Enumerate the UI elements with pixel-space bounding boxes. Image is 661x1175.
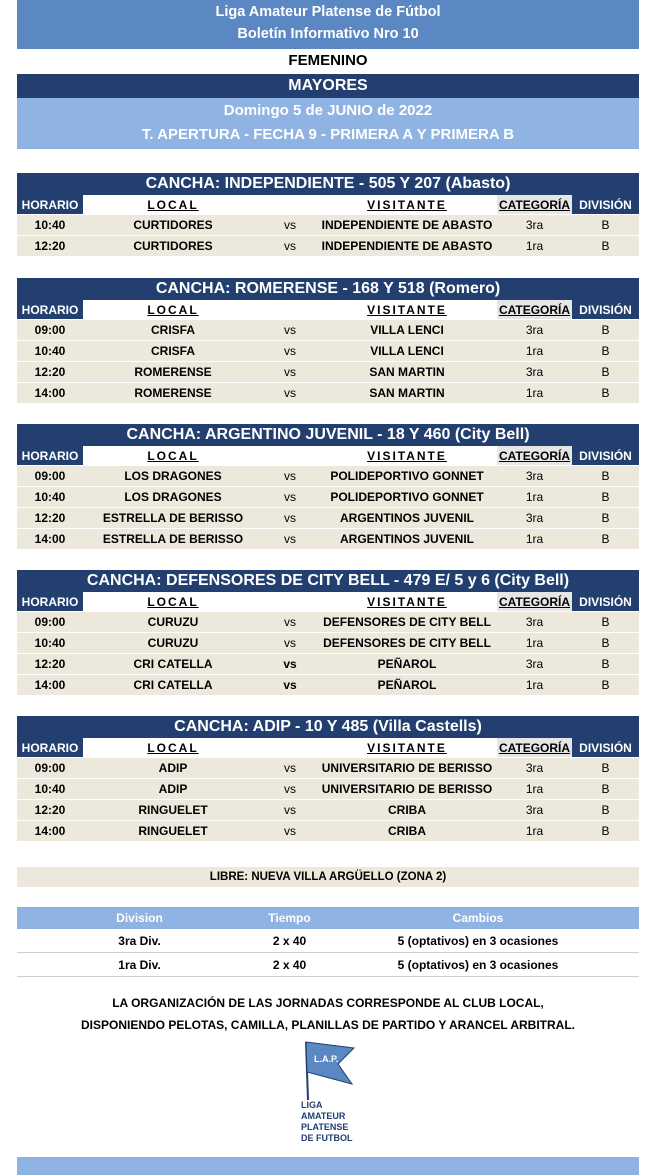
- visiting-team: VILLA LENCI: [317, 320, 497, 341]
- note-line-1: LA ORGANIZACIÓN DE LAS JORNADAS CORRESPONDE AL CLUB LOCAL,: [112, 996, 544, 1010]
- local-team: ADIP: [83, 779, 263, 800]
- match-division: B: [572, 487, 639, 508]
- match-row: [17, 383, 639, 404]
- rules-table: [17, 907, 639, 977]
- versus: vs: [263, 633, 317, 654]
- match-category: 3ra: [497, 215, 572, 236]
- section-title: FEMENINO: [288, 52, 368, 69]
- match-time: 14:00: [17, 529, 83, 550]
- visiting-team: DEFENSORES DE CITY BELL: [317, 612, 497, 633]
- col-visitante: VISITANTE: [317, 195, 497, 215]
- col-local: LOCAL: [83, 446, 263, 466]
- category-title: MAYORES: [17, 74, 639, 98]
- free-team-notice: LIBRE: NUEVA VILLA ARGÜELLO (ZONA 2): [17, 867, 639, 887]
- match-category: 1ra: [497, 236, 572, 257]
- rules-row: [17, 953, 639, 977]
- versus: vs: [263, 487, 317, 508]
- match-time: 14:00: [17, 383, 83, 404]
- col-division: DIVISIÓN: [572, 195, 639, 215]
- league-title-band: [17, 0, 639, 49]
- match-division: B: [572, 675, 639, 696]
- match-division: B: [572, 320, 639, 341]
- local-team: RINGUELET: [83, 821, 263, 842]
- match-category: 1ra: [497, 779, 572, 800]
- versus: vs: [263, 215, 317, 236]
- match-time: 09:00: [17, 612, 83, 633]
- local-team: ROMERENSE: [83, 383, 263, 404]
- rules-time: 2 x 40: [262, 953, 317, 977]
- local-team: ADIP: [83, 758, 263, 779]
- visiting-team: ARGENTINOS JUVENIL: [317, 508, 497, 529]
- local-team: CRISFA: [83, 320, 263, 341]
- logo-line: AMATEUR: [301, 1111, 346, 1121]
- col-horario: HORARIO: [17, 446, 83, 466]
- match-row: [17, 341, 639, 362]
- match-row: [17, 236, 639, 257]
- col-division: DIVISIÓN: [572, 300, 639, 320]
- match-category: 3ra: [497, 800, 572, 821]
- local-team: CURUZU: [83, 633, 263, 654]
- match-division: B: [572, 236, 639, 257]
- match-category: 1ra: [497, 821, 572, 842]
- versus: vs: [263, 508, 317, 529]
- col-visitante: VISITANTE: [317, 592, 497, 612]
- match-time: 10:40: [17, 341, 83, 362]
- match-row: [17, 320, 639, 341]
- versus: vs: [263, 821, 317, 842]
- visiting-team: UNIVERSITARIO DE BERISSO: [317, 779, 497, 800]
- col-division: DIVISIÓN: [572, 446, 639, 466]
- match-category: 3ra: [497, 320, 572, 341]
- match-category: 3ra: [497, 362, 572, 383]
- local-team: RINGUELET: [83, 800, 263, 821]
- venue-block: [17, 716, 639, 841]
- versus: vs: [263, 362, 317, 383]
- col-horario: HORARIO: [17, 738, 83, 758]
- organization-note: [17, 992, 639, 1036]
- visiting-team: CRIBA: [317, 821, 497, 842]
- versus: vs: [263, 383, 317, 404]
- match-category: 1ra: [497, 675, 572, 696]
- match-division: B: [572, 466, 639, 487]
- col-categoria: CATEGORÍA: [497, 300, 572, 320]
- match-division: B: [572, 362, 639, 383]
- venue-block: [17, 278, 639, 403]
- match-time: 12:20: [17, 236, 83, 257]
- match-category: 3ra: [497, 466, 572, 487]
- match-division: B: [572, 758, 639, 779]
- local-team: ESTRELLA DE BERISSO: [83, 508, 263, 529]
- venue-block: [17, 570, 639, 695]
- logo-line: PLATENSE: [301, 1122, 349, 1132]
- visiting-team: POLIDEPORTIVO GONNET: [317, 487, 497, 508]
- local-team: CRI CATELLA: [83, 675, 263, 696]
- match-category: 1ra: [497, 383, 572, 404]
- visiting-team: INDEPENDIENTE DE ABASTO: [317, 215, 497, 236]
- match-division: B: [572, 529, 639, 550]
- match-category: 3ra: [497, 654, 572, 675]
- match-row: [17, 487, 639, 508]
- logo-line: DE FUTBOL: [301, 1133, 353, 1143]
- match-row: [17, 654, 639, 675]
- match-time: 12:20: [17, 654, 83, 675]
- match-row: [17, 529, 639, 550]
- visiting-team: PEÑAROL: [317, 654, 497, 675]
- match-row: [17, 758, 639, 779]
- visiting-team: POLIDEPORTIVO GONNET: [317, 466, 497, 487]
- rules-header-division: Division: [17, 907, 262, 929]
- rules-division: 1ra Div.: [17, 953, 262, 977]
- league-name: Liga Amateur Platense de Fútbol: [215, 4, 441, 20]
- col-categoria: CATEGORÍA: [497, 738, 572, 758]
- venue-title: CANCHA: ADIP - 10 Y 485 (Villa Castells): [17, 716, 639, 738]
- rules-time: 2 x 40: [262, 929, 317, 953]
- visiting-team: SAN MARTIN: [317, 362, 497, 383]
- venue-title: CANCHA: DEFENSORES DE CITY BELL - 479 E/ 5 y 6 (City Bell): [17, 570, 639, 592]
- col-spacer: [263, 300, 317, 320]
- match-time: 10:40: [17, 215, 83, 236]
- match-row: [17, 779, 639, 800]
- match-row: [17, 215, 639, 236]
- bulletin-number: Boletín Informativo Nro 10: [237, 26, 419, 42]
- versus: vs: [263, 758, 317, 779]
- versus: vs: [263, 654, 317, 675]
- col-horario: HORARIO: [17, 195, 83, 215]
- visiting-team: SAN MARTIN: [317, 383, 497, 404]
- versus: vs: [263, 466, 317, 487]
- match-row: [17, 508, 639, 529]
- local-team: CURUZU: [83, 612, 263, 633]
- local-team: CRISFA: [83, 341, 263, 362]
- col-visitante: VISITANTE: [317, 300, 497, 320]
- versus: vs: [263, 341, 317, 362]
- match-division: B: [572, 800, 639, 821]
- visiting-team: PEÑAROL: [317, 675, 497, 696]
- rules-header-time: Tiempo: [262, 907, 317, 929]
- date-band: [17, 98, 639, 149]
- match-time: 12:20: [17, 800, 83, 821]
- col-categoria: CATEGORÍA: [497, 592, 572, 612]
- col-local: LOCAL: [83, 195, 263, 215]
- col-visitante: VISITANTE: [317, 738, 497, 758]
- col-spacer: [263, 195, 317, 215]
- match-division: B: [572, 612, 639, 633]
- match-row: [17, 466, 639, 487]
- match-time: 10:40: [17, 487, 83, 508]
- local-team: CURTIDORES: [83, 215, 263, 236]
- flag-text: L.A.P.: [314, 1054, 339, 1064]
- rules-header-changes: Cambios: [317, 907, 639, 929]
- match-division: B: [572, 654, 639, 675]
- col-local: LOCAL: [83, 738, 263, 758]
- versus: vs: [263, 612, 317, 633]
- visiting-team: CRIBA: [317, 800, 497, 821]
- col-local: LOCAL: [83, 592, 263, 612]
- versus: vs: [263, 320, 317, 341]
- col-division: DIVISIÓN: [572, 738, 639, 758]
- venue-block: [17, 424, 639, 549]
- col-visitante: VISITANTE: [317, 446, 497, 466]
- local-team: LOS DRAGONES: [83, 466, 263, 487]
- logo-line: LIGA: [301, 1100, 323, 1110]
- match-category: 1ra: [497, 341, 572, 362]
- col-categoria: CATEGORÍA: [497, 446, 572, 466]
- match-row: [17, 800, 639, 821]
- visiting-team: UNIVERSITARIO DE BERISSO: [317, 758, 497, 779]
- versus: vs: [263, 800, 317, 821]
- col-spacer: [263, 592, 317, 612]
- match-row: [17, 821, 639, 842]
- versus: vs: [263, 236, 317, 257]
- rules-changes: 5 (optativos) en 3 ocasiones: [317, 953, 639, 977]
- versus: vs: [263, 675, 317, 696]
- match-category: 3ra: [497, 612, 572, 633]
- match-category: 3ra: [497, 508, 572, 529]
- versus: vs: [263, 529, 317, 550]
- match-time: 09:00: [17, 758, 83, 779]
- local-team: ESTRELLA DE BERISSO: [83, 529, 263, 550]
- match-category: 1ra: [497, 487, 572, 508]
- local-team: CURTIDORES: [83, 236, 263, 257]
- venue-title: CANCHA: ARGENTINO JUVENIL - 18 Y 460 (City Bell): [17, 424, 639, 446]
- col-local: LOCAL: [83, 300, 263, 320]
- col-spacer: [263, 738, 317, 758]
- match-row: [17, 675, 639, 696]
- match-division: B: [572, 779, 639, 800]
- match-category: 1ra: [497, 529, 572, 550]
- visiting-team: DEFENSORES DE CITY BELL: [317, 633, 497, 654]
- venue-title: CANCHA: ROMERENSE - 168 Y 518 (Romero): [17, 278, 639, 300]
- match-division: B: [572, 633, 639, 654]
- match-time: 12:20: [17, 508, 83, 529]
- local-team: LOS DRAGONES: [83, 487, 263, 508]
- match-row: [17, 633, 639, 654]
- visiting-team: INDEPENDIENTE DE ABASTO: [317, 236, 497, 257]
- match-division: B: [572, 383, 639, 404]
- footer-band: [17, 1157, 639, 1175]
- match-time: 10:40: [17, 633, 83, 654]
- rules-division: 3ra Div.: [17, 929, 262, 953]
- match-row: [17, 612, 639, 633]
- match-row: [17, 362, 639, 383]
- col-horario: HORARIO: [17, 592, 83, 612]
- match-division: B: [572, 341, 639, 362]
- match-category: 3ra: [497, 758, 572, 779]
- match-division: B: [572, 821, 639, 842]
- col-categoria: CATEGORÍA: [497, 195, 572, 215]
- col-horario: HORARIO: [17, 300, 83, 320]
- match-date: Domingo 5 de JUNIO de 2022: [223, 102, 433, 119]
- versus: vs: [263, 779, 317, 800]
- local-team: CRI CATELLA: [83, 654, 263, 675]
- visiting-team: ARGENTINOS JUVENIL: [317, 529, 497, 550]
- match-time: 14:00: [17, 675, 83, 696]
- note-line-2: DISPONIENDO PELOTAS, CAMILLA, PLANILLAS DE PARTIDO Y ARANCEL ARBITRAL.: [80, 1018, 575, 1032]
- rules-row: [17, 929, 639, 953]
- match-time: 09:00: [17, 466, 83, 487]
- col-spacer: [263, 446, 317, 466]
- match-time: 14:00: [17, 821, 83, 842]
- match-category: 1ra: [497, 633, 572, 654]
- venue-block: [17, 173, 639, 256]
- match-time: 12:20: [17, 362, 83, 383]
- visiting-team: VILLA LENCI: [317, 341, 497, 362]
- match-time: 10:40: [17, 779, 83, 800]
- venue-title: CANCHA: INDEPENDIENTE - 505 Y 207 (Abasto): [17, 173, 639, 195]
- local-team: ROMERENSE: [83, 362, 263, 383]
- tournament-info: T. APERTURA - FECHA 9 - PRIMERA A Y PRIMERA B: [141, 126, 515, 143]
- match-division: B: [572, 508, 639, 529]
- col-division: DIVISIÓN: [572, 592, 639, 612]
- logo-caption: [301, 1100, 353, 1144]
- match-division: B: [572, 215, 639, 236]
- match-time: 09:00: [17, 320, 83, 341]
- rules-changes: 5 (optativos) en 3 ocasiones: [317, 929, 639, 953]
